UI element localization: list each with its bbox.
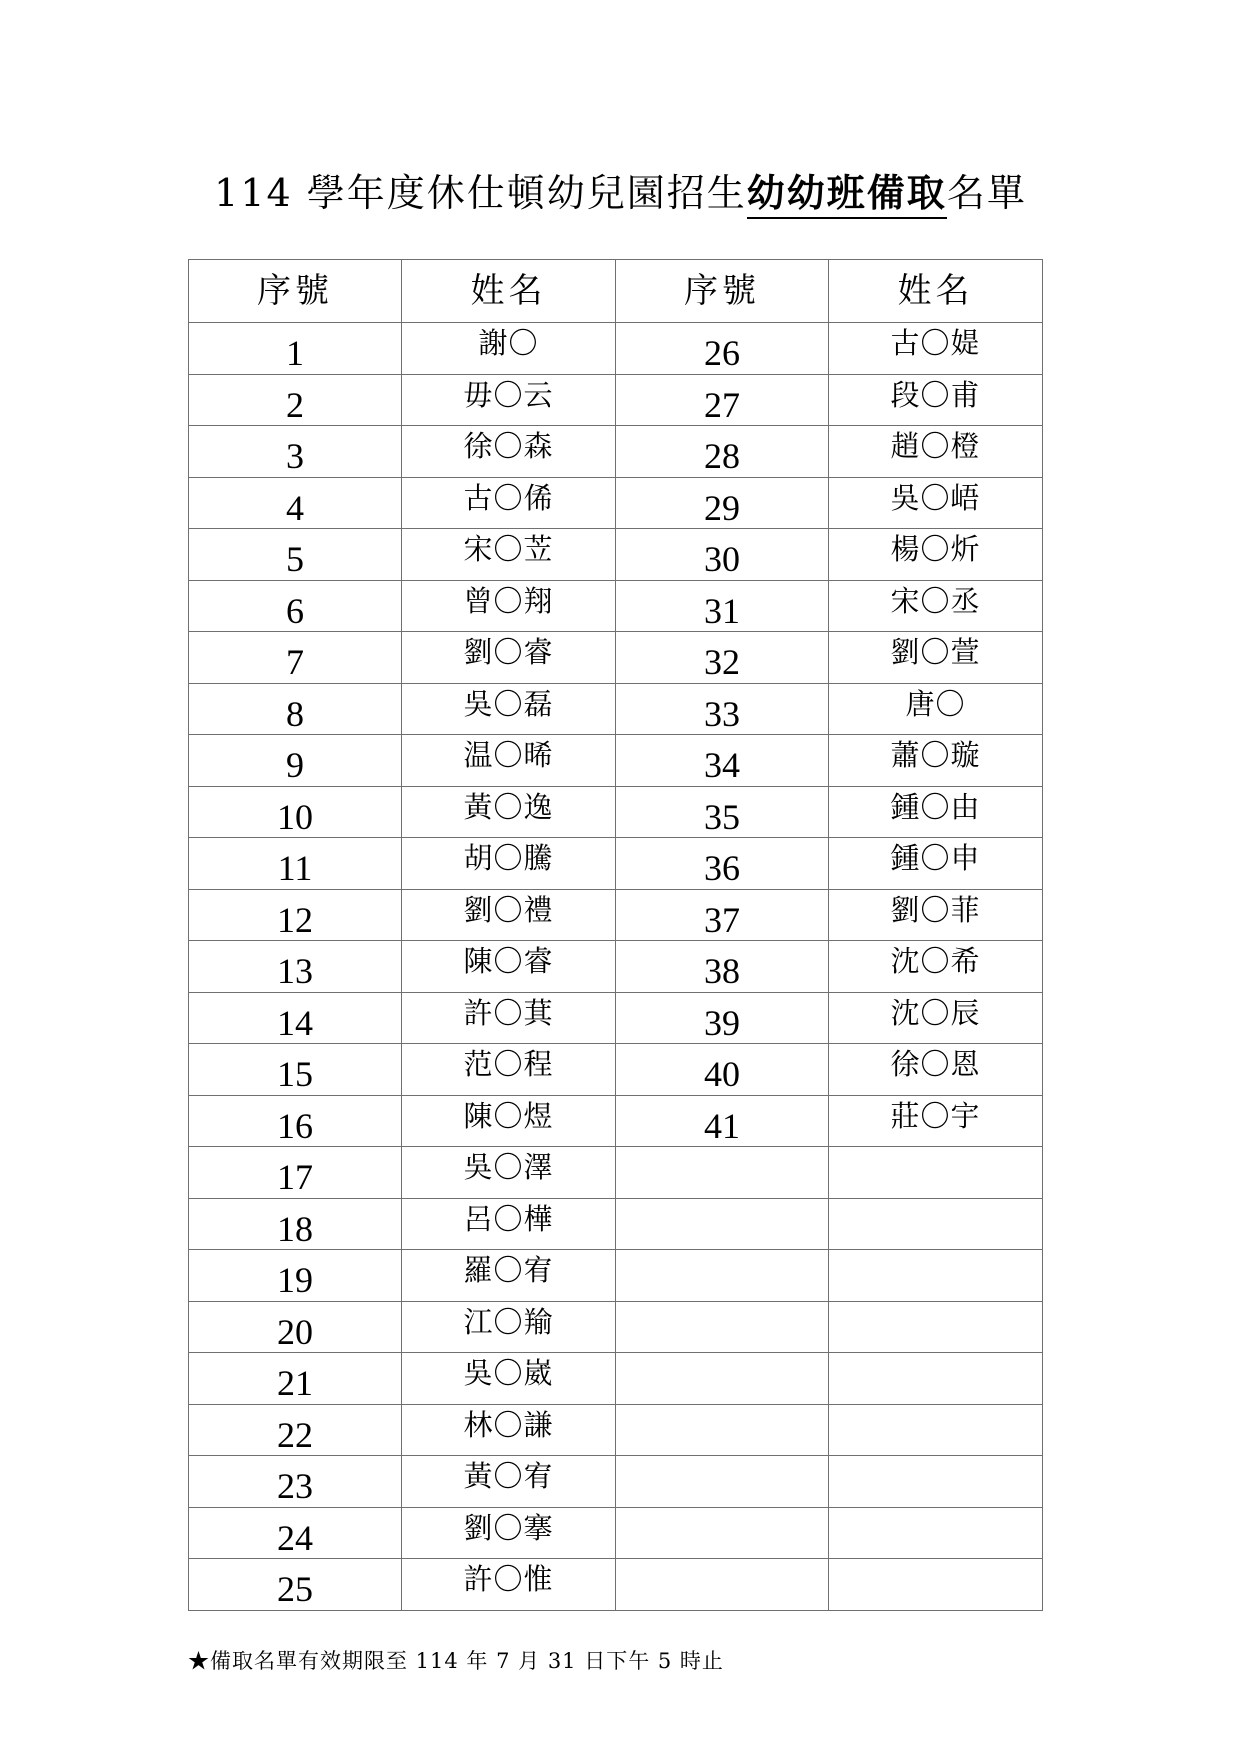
name-cell-right: 徐〇恩 (829, 1044, 1043, 1096)
table-row (189, 1507, 1043, 1559)
waitlist-table (188, 259, 1043, 1611)
table-row (189, 1353, 1043, 1405)
number-cell-right (616, 1404, 829, 1456)
number-cell-right: 32 (616, 632, 829, 684)
name-cell-left: 古〇俙 (402, 477, 616, 529)
name-cell-right: 唐〇 (829, 683, 1043, 735)
number-cell-right (616, 1198, 829, 1250)
name-cell-right (829, 1147, 1043, 1199)
number-cell-right: 33 (616, 683, 829, 735)
name-cell-left: 毋〇云 (402, 374, 616, 426)
name-cell-left: 吳〇崴 (402, 1353, 616, 1405)
name-cell-left: 曾〇翔 (402, 580, 616, 632)
name-cell-left: 劉〇搴 (402, 1507, 616, 1559)
number-cell-left: 24 (189, 1507, 402, 1559)
number-cell-right (616, 1250, 829, 1302)
number-cell-right: 39 (616, 992, 829, 1044)
table-row (189, 323, 1043, 375)
header-name-left: 姓名 (402, 260, 616, 323)
number-cell-left: 9 (189, 735, 402, 787)
name-cell-right: 趙〇橙 (829, 426, 1043, 478)
name-cell-right (829, 1507, 1043, 1559)
name-cell-left: 呂〇樺 (402, 1198, 616, 1250)
table-row (189, 786, 1043, 838)
name-cell-right: 古〇媞 (829, 323, 1043, 375)
number-cell-right (616, 1507, 829, 1559)
number-cell-left: 13 (189, 941, 402, 993)
name-cell-right: 鍾〇申 (829, 838, 1043, 890)
name-cell-right: 吳〇峿 (829, 477, 1043, 529)
number-cell-right: 28 (616, 426, 829, 478)
name-cell-right: 莊〇宇 (829, 1095, 1043, 1147)
name-cell-left: 黃〇宥 (402, 1456, 616, 1508)
number-cell-right: 34 (616, 735, 829, 787)
number-cell-left: 14 (189, 992, 402, 1044)
number-cell-right: 36 (616, 838, 829, 890)
number-cell-left: 17 (189, 1147, 402, 1199)
number-cell-left: 11 (189, 838, 402, 890)
number-cell-right: 40 (616, 1044, 829, 1096)
name-cell-right (829, 1404, 1043, 1456)
name-cell-right (829, 1250, 1043, 1302)
title-prefix: 114 學年度休仕頓幼兒園招生 (214, 171, 747, 215)
table-row (189, 1404, 1043, 1456)
name-cell-left: 宋〇苙 (402, 529, 616, 581)
table-row (189, 1456, 1043, 1508)
name-cell-left: 黃〇逸 (402, 786, 616, 838)
name-cell-left: 許〇萁 (402, 992, 616, 1044)
name-cell-right: 鍾〇由 (829, 786, 1043, 838)
footnote: ★備取名單有效期限至 114 年 7 月 31 日下午 5 時止 (188, 1649, 724, 1673)
number-cell-left: 20 (189, 1301, 402, 1353)
number-cell-right: 27 (616, 374, 829, 426)
name-cell-left: 吳〇磊 (402, 683, 616, 735)
name-cell-right (829, 1301, 1043, 1353)
number-cell-left: 6 (189, 580, 402, 632)
name-cell-left: 胡〇騰 (402, 838, 616, 890)
name-cell-right (829, 1456, 1043, 1508)
number-cell-left: 10 (189, 786, 402, 838)
table-row (189, 477, 1043, 529)
number-cell-left: 3 (189, 426, 402, 478)
table-row (189, 941, 1043, 993)
name-cell-left: 劉〇睿 (402, 632, 616, 684)
table-row (189, 1147, 1043, 1199)
table-row (189, 374, 1043, 426)
name-cell-left: 范〇程 (402, 1044, 616, 1096)
number-cell-left: 5 (189, 529, 402, 581)
number-cell-right (616, 1559, 829, 1611)
name-cell-right (829, 1559, 1043, 1611)
number-cell-right: 29 (616, 477, 829, 529)
table-row (189, 1095, 1043, 1147)
name-cell-left: 林〇謙 (402, 1404, 616, 1456)
number-cell-right (616, 1301, 829, 1353)
name-cell-right: 劉〇萱 (829, 632, 1043, 684)
table-row (189, 1044, 1043, 1096)
number-cell-left: 19 (189, 1250, 402, 1302)
number-cell-left: 8 (189, 683, 402, 735)
title-emphasis: 幼幼班備取 (747, 170, 947, 219)
number-cell-left: 4 (189, 477, 402, 529)
name-cell-left: 陳〇煜 (402, 1095, 616, 1147)
table-row (189, 683, 1043, 735)
number-cell-right (616, 1353, 829, 1405)
header-number-right: 序號 (616, 260, 829, 323)
number-cell-right: 31 (616, 580, 829, 632)
name-cell-right: 宋〇丞 (829, 580, 1043, 632)
number-cell-left: 2 (189, 374, 402, 426)
header-name-right: 姓名 (829, 260, 1043, 323)
number-cell-left: 1 (189, 323, 402, 375)
table-header-row (189, 260, 1043, 323)
table-row (189, 632, 1043, 684)
table-row (189, 838, 1043, 890)
number-cell-right: 30 (616, 529, 829, 581)
name-cell-right: 蕭〇璇 (829, 735, 1043, 787)
number-cell-left: 7 (189, 632, 402, 684)
number-cell-right: 35 (616, 786, 829, 838)
table-row (189, 529, 1043, 581)
number-cell-left: 21 (189, 1353, 402, 1405)
number-cell-left: 22 (189, 1404, 402, 1456)
name-cell-left: 吳〇澤 (402, 1147, 616, 1199)
name-cell-left: 江〇羭 (402, 1301, 616, 1353)
name-cell-right: 段〇甫 (829, 374, 1043, 426)
number-cell-right (616, 1147, 829, 1199)
number-cell-right: 37 (616, 889, 829, 941)
name-cell-left: 劉〇禮 (402, 889, 616, 941)
number-cell-left: 23 (189, 1456, 402, 1508)
number-cell-left: 16 (189, 1095, 402, 1147)
name-cell-left: 謝〇 (402, 323, 616, 375)
table-row (189, 1250, 1043, 1302)
name-cell-left: 許〇惟 (402, 1559, 616, 1611)
table-row (189, 889, 1043, 941)
title-suffix: 名單 (946, 171, 1027, 215)
name-cell-left: 徐〇森 (402, 426, 616, 478)
table-row (189, 1198, 1043, 1250)
name-cell-right (829, 1198, 1043, 1250)
number-cell-left: 15 (189, 1044, 402, 1096)
number-cell-left: 12 (189, 889, 402, 941)
table-row (189, 426, 1043, 478)
number-cell-right: 38 (616, 941, 829, 993)
number-cell-left: 18 (189, 1198, 402, 1250)
name-cell-left: 羅〇宥 (402, 1250, 616, 1302)
header-number-left: 序號 (189, 260, 402, 323)
number-cell-right: 41 (616, 1095, 829, 1147)
table-row (189, 1559, 1043, 1611)
table-row (189, 1301, 1043, 1353)
name-cell-right: 劉〇菲 (829, 889, 1043, 941)
table-body (189, 323, 1043, 1611)
number-cell-right (616, 1456, 829, 1508)
name-cell-left: 温〇晞 (402, 735, 616, 787)
number-cell-left: 25 (189, 1559, 402, 1611)
page-title (0, 168, 1241, 218)
number-cell-right: 26 (616, 323, 829, 375)
name-cell-right (829, 1353, 1043, 1405)
name-cell-right: 沈〇希 (829, 941, 1043, 993)
name-cell-left: 陳〇睿 (402, 941, 616, 993)
name-cell-right: 楊〇炘 (829, 529, 1043, 581)
table-row (189, 580, 1043, 632)
table-row (189, 735, 1043, 787)
table-row (189, 992, 1043, 1044)
name-cell-right: 沈〇辰 (829, 992, 1043, 1044)
